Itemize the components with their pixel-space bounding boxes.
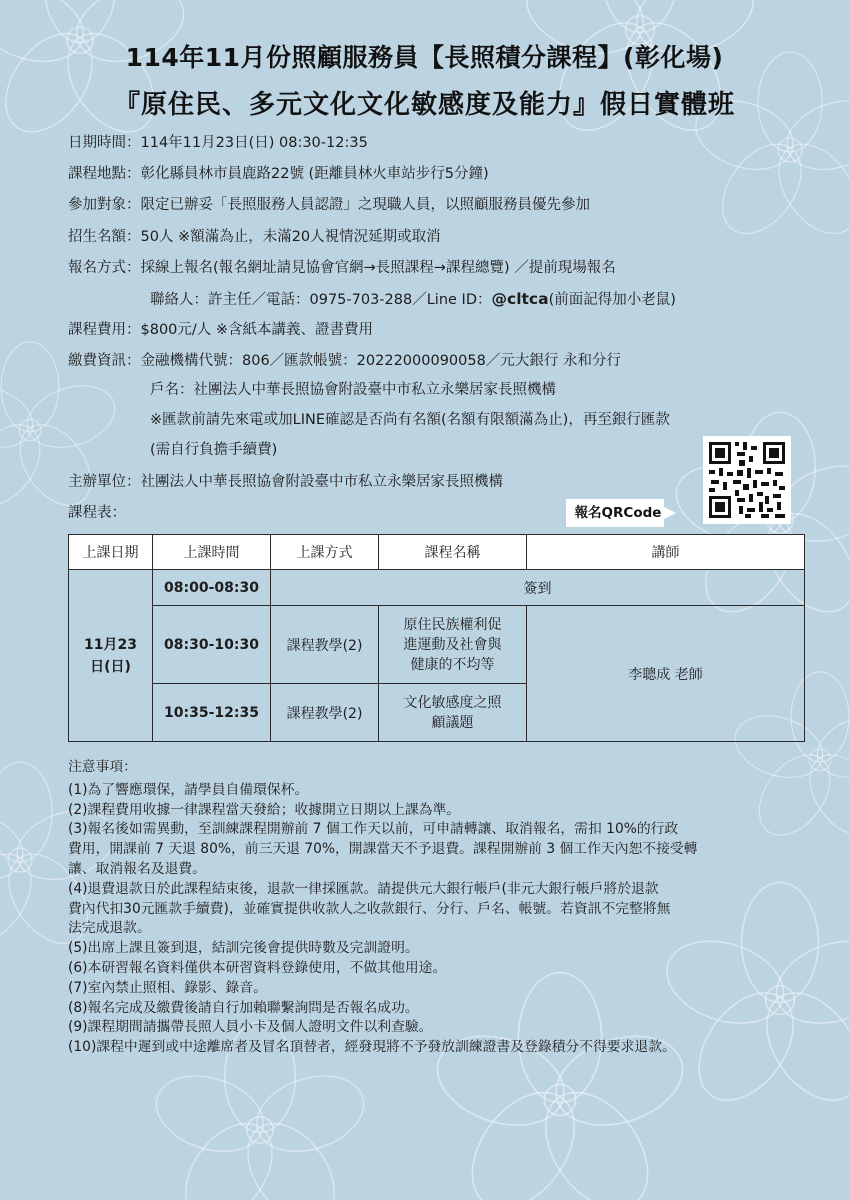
- course-line: 進運動及社會與: [403, 636, 502, 653]
- qr-code-icon[interactable]: [703, 436, 791, 524]
- schedule-method: 課程教學(2): [271, 606, 379, 684]
- info-payment: 繳費資訊：金融機構代號：806／匯款帳號：20222000090058／元大銀行 永和分行: [68, 353, 621, 369]
- header-date: 上課日期: [69, 535, 153, 570]
- notes-line: (5)出席上課且簽到退，結訓完後會提供時數及完訓證明。: [68, 940, 419, 957]
- notes-section: [68, 758, 808, 1058]
- header-teacher: 講師: [527, 535, 805, 570]
- notes-line: (7)室內禁止照相、錄影、錄音。: [68, 979, 267, 996]
- info-account-name: 戶名：社團法人中華長照協會附設臺中市私立永樂居家長照機構: [150, 382, 556, 398]
- notes-line: (8)報名完成及繳費後請自行加賴聯繫詢問是否報名成功。: [68, 999, 419, 1016]
- page-title: 114年11月份照顧服務員【長照積分課程】(彰化場): [125, 43, 724, 72]
- notes-line: (6)本研習報名資料僅供本研習資料登錄使用，不做其他用途。: [68, 959, 447, 976]
- notes-line: 讓、取消報名及退費。: [68, 860, 206, 877]
- info-organizer: 主辦單位：社團法人中華長照協會附設臺中市私立永樂居家長照機構: [68, 474, 503, 490]
- date-line: 11月23: [84, 636, 137, 653]
- notes-line: (1)為了響應環保，請學員自備環保杯。: [68, 781, 309, 798]
- info-contact: [150, 289, 676, 310]
- qr-label: 報名QRCode: [574, 505, 662, 521]
- contact-suffix: (前面記得加小老鼠): [548, 292, 676, 308]
- schedule-method: 課程教學(2): [271, 684, 379, 742]
- notes-line: (9)課程期間請攜帶長照人員小卡及個人證明文件以利查驗。: [68, 1019, 433, 1036]
- table-row: [69, 606, 805, 684]
- contact-line-id: @cltca: [491, 290, 549, 308]
- info-fee: 課程費用：$800元/人 ※含紙本講義、證書費用: [68, 322, 374, 338]
- info-location: 課程地點：彰化縣員林市員鹿路22號 (距離員林火車站步行5分鐘): [68, 166, 489, 182]
- course-line: 顧議題: [431, 714, 474, 731]
- schedule-time: 08:00-08:30: [153, 570, 271, 606]
- schedule-header-row: [69, 535, 805, 570]
- info-target: 參加對象：限定已辦妥「長照服務人員認證」之現職人員，以照顧服務員優先參加: [68, 197, 590, 213]
- page-subtitle: 『原住民、多元文化文化敏感度及能力』假日實體班: [113, 90, 735, 120]
- schedule-course: [379, 684, 527, 742]
- notes-line: (10)課程中遲到或中途離席者及冒名頂替者，經發現將不予發放訓練證書及登錄積分不得要求退款。: [68, 1039, 676, 1056]
- schedule-time: 08:30-10:30: [153, 606, 271, 684]
- date-line: 日(日): [90, 658, 131, 675]
- course-line: 健康的不均等: [410, 656, 495, 673]
- schedule-checkin: 簽到: [271, 570, 805, 606]
- header-method: 上課方式: [271, 535, 379, 570]
- contact-prefix: 聯絡人：許主任／電話：0975-703-288／Line ID：: [150, 292, 492, 308]
- notes-line: 法完成退款。: [68, 920, 151, 937]
- notes-line: (4)退費退款日於此課程結束後，退款一律採匯款。請提供元大銀行帳戶(非元大銀行帳戶將於退款: [68, 880, 659, 897]
- course-line: 文化敏感度之照: [403, 694, 502, 711]
- table-row: [69, 570, 805, 606]
- info-remit-note: ※匯款前請先來電或加LINE確認是否尚有名額(名額有限額滿為止)，再至銀行匯款: [150, 412, 670, 428]
- info-fee-note: (需自行負擔手續費): [150, 442, 278, 458]
- header-course: 課程名稱: [379, 535, 527, 570]
- course-line: 原住民族權利促: [403, 616, 502, 633]
- schedule-time: 10:35-12:35: [153, 684, 271, 742]
- header-time: 上課時間: [153, 535, 271, 570]
- info-datetime: 日期時間：114年11月23日(日) 08:30-12:35: [68, 135, 368, 151]
- schedule-table: [68, 534, 805, 742]
- info-quota: 招生名額：50人 ※額滿為止，未滿20人視情況延期或取消: [68, 229, 441, 245]
- schedule-date: [69, 570, 153, 742]
- notes-line: 費用，開課前 7 天退 80%，前三天退 70%，開課當天不予退費。課程開辦前 3 個工作天內恕不接受轉: [68, 841, 698, 858]
- notes-line: (2)課程費用收據一律課程當天發給；收據開立日期以上課為準。: [68, 801, 461, 818]
- schedule-label: 課程表：: [68, 505, 126, 521]
- notes-line: (3)報名後如需異動，至訓練課程開辦前 7 個工作天以前，可申請轉讓、取消報名，需扣 10%的行政: [68, 821, 679, 838]
- schedule-teacher: 李聰成 老師: [527, 606, 805, 742]
- notes-title: 注意事項：: [68, 759, 137, 775]
- schedule-course: [379, 606, 527, 684]
- info-signup: 報名方式：採線上報名(報名網址請見協會官網→長照課程→課程總覽) ／提前現場報名: [68, 260, 616, 276]
- notes-line: 費內代扣30元匯款手續費)，並確實提供收款人之收款銀行、分行、戶名、帳號。若資訊不完整將無: [68, 900, 671, 917]
